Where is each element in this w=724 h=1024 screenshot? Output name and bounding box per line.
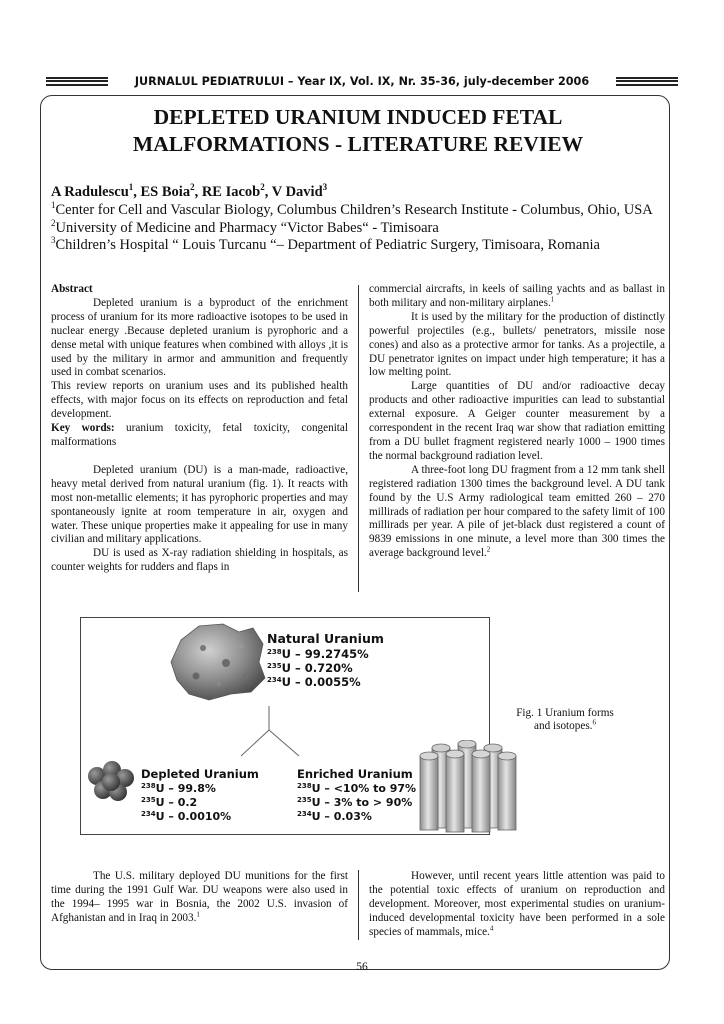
- title-line-1: DEPLETED URANIUM INDUCED FETAL: [153, 105, 563, 129]
- enriched-uranium-fuel-rods-icon: [418, 740, 524, 834]
- author: V David$^3$: [271, 182, 328, 200]
- author: ES Boia$^2$,: [140, 182, 202, 200]
- journal-line: JURNALUL PEDIATRULUI – Year IX, Vol. IX, Nr. 35-36, july-december 2006: [134, 74, 590, 88]
- body-paragraph: Depleted uranium (DU) is a man-made, radioactive, heavy metal derived from natural uranium (fig. 1). It reacts with most non-metallic elements; it has pyrophoric properties and may spontaneously ignite at room temperature in air, oxygen and water. These unique properties make it appealing for use in many civilian and military applications.: [51, 463, 348, 546]
- branch-lines: [241, 706, 299, 756]
- isotope-line: $^{234}$U – 0.03%: [297, 810, 372, 823]
- body-paragraph: It is used by the military for the production of distinctly powerful projectiles (e.g., bullets/ penetrators, missile nose cones) and also as a protective armor for tanks. As a projectile, a DU penetrator ignites on impact under high temperature; it has a low melting point.: [369, 310, 665, 379]
- body-paragraph: However, until recent years little attention was paid to the potential toxic effects of uranium on reproduction and development. Moreover, most experimental studies on uranium-induced developmental toxicity have been performed in a sole species of mammals, mice.$^4$: [369, 870, 665, 938]
- affiliation: $^2$University of Medicine and Pharmacy “Victor Babes“ - Timisoara: [51, 217, 439, 236]
- isotope-line: $^{238}$U – 99.2745%: [267, 647, 369, 661]
- author: A Radulescu$^1$,: [51, 182, 141, 200]
- affiliation: $^3$Children’s Hospital “ Louis Turcanu “– Department of Pediatric Surgery, Timisoara, Romania: [51, 235, 600, 253]
- bottom-left-column: [51, 870, 348, 926]
- page-number: 56: [356, 961, 368, 973]
- column-divider: [358, 285, 359, 592]
- isotope-line: $^{235}$U – 0.720%: [267, 661, 353, 675]
- depleted-uranium-title: Depleted Uranium: [141, 767, 259, 781]
- header-rule-right: [616, 77, 678, 86]
- isotope-line: $^{238}$U – 99.8%: [141, 782, 216, 795]
- body-paragraph: The U.S. military deployed DU munitions for the first time during the 1991 Gulf War. DU weapons were also used in the 1994– 1995 war in Bosnia, the 2002 U.S. invasion of Afghanistan and in Iraq in 2003.$^1$: [51, 870, 348, 924]
- right-column: [369, 283, 665, 561]
- authors-block: [51, 183, 676, 255]
- keywords: Key words: uranium toxicity, fetal toxicity, congenital malformations: [51, 422, 348, 448]
- journal-header: [46, 70, 678, 92]
- left-column: [51, 283, 348, 575]
- column-divider: [358, 870, 359, 940]
- figure-caption: Fig. 1 Uranium forms and isotopes.$^6$: [516, 707, 614, 732]
- body-paragraph: commercial aircrafts, in keels of sailing yachts and as ballast in both military and non-military airplanes.$^1$: [369, 283, 665, 309]
- abstract-paragraph: This review reports on uranium uses and its published health effects, with major focus on its effects on reproduction and fetal development.: [51, 380, 348, 421]
- article-title: [40, 104, 676, 158]
- isotope-line: $^{234}$U – 0.0010%: [141, 810, 232, 823]
- isotope-line: $^{235}$U – 3% to > 90%: [297, 796, 413, 809]
- author: RE Iacob$^2$,: [201, 182, 272, 200]
- bottom-right-column: [369, 870, 665, 940]
- body-paragraph: A three-foot long DU fragment from a 12 mm tank shell registered radiation 1300 times the background level. A DU tank found by the U.S Army radiological team emitted 260 – 270 millirads of radiation per hour compared to the safety limit of 100 millirads per year. A pile of jet-black dust registered a count of 9839 emissions in one minute, a level more than 300 times the average background level.$^2$: [369, 463, 665, 560]
- abstract-heading: Abstract: [51, 283, 93, 295]
- body-paragraph: Large quantities of DU and/or radioactive decay products and other radioactive impurities can lead to substantial external exposure. A Geiger counter measurement by a correspondent in the recent Iraq war show that radiation emitting from a DU bullet fragment registered nearly 1000 – 1900 times the normal background radiation level.: [369, 380, 665, 462]
- header-rule-left: [46, 77, 108, 86]
- natural-uranium-ore-icon: [171, 624, 265, 700]
- depleted-uranium-pellets-icon: [88, 761, 134, 801]
- author-names: [51, 183, 676, 202]
- title-line-2: MALFORMATIONS - LITERATURE REVIEW: [132, 132, 584, 156]
- isotope-line: $^{234}$U – 0.0055%: [267, 675, 361, 689]
- natural-uranium-title: Natural Uranium: [267, 631, 384, 646]
- enriched-uranium-title: Enriched Uranium: [297, 767, 413, 781]
- body-paragraph: DU is used as X-ray radiation shielding in hospitals, as counter weights for rudders and flaps in: [51, 547, 348, 574]
- isotope-line: $^{235}$U – 0.2: [141, 796, 198, 809]
- abstract-paragraph: Depleted uranium is a byproduct of the enrichment process of uranium for its more radioactive isotopes to be used in nuclear energy .Because depleted uranium is pyrophoric and a dense metal with unique features when combined with alloys ,it is used by the military in armor and ammunition and frequently used in combat scenarios.: [51, 296, 348, 379]
- isotope-line: $^{238}$U – <10% to 97%: [297, 782, 417, 795]
- affiliation: $^1$Center for Cell and Vascular Biology, Columbus Children’s Research Institute - Columbus, Ohio, USA: [51, 200, 653, 218]
